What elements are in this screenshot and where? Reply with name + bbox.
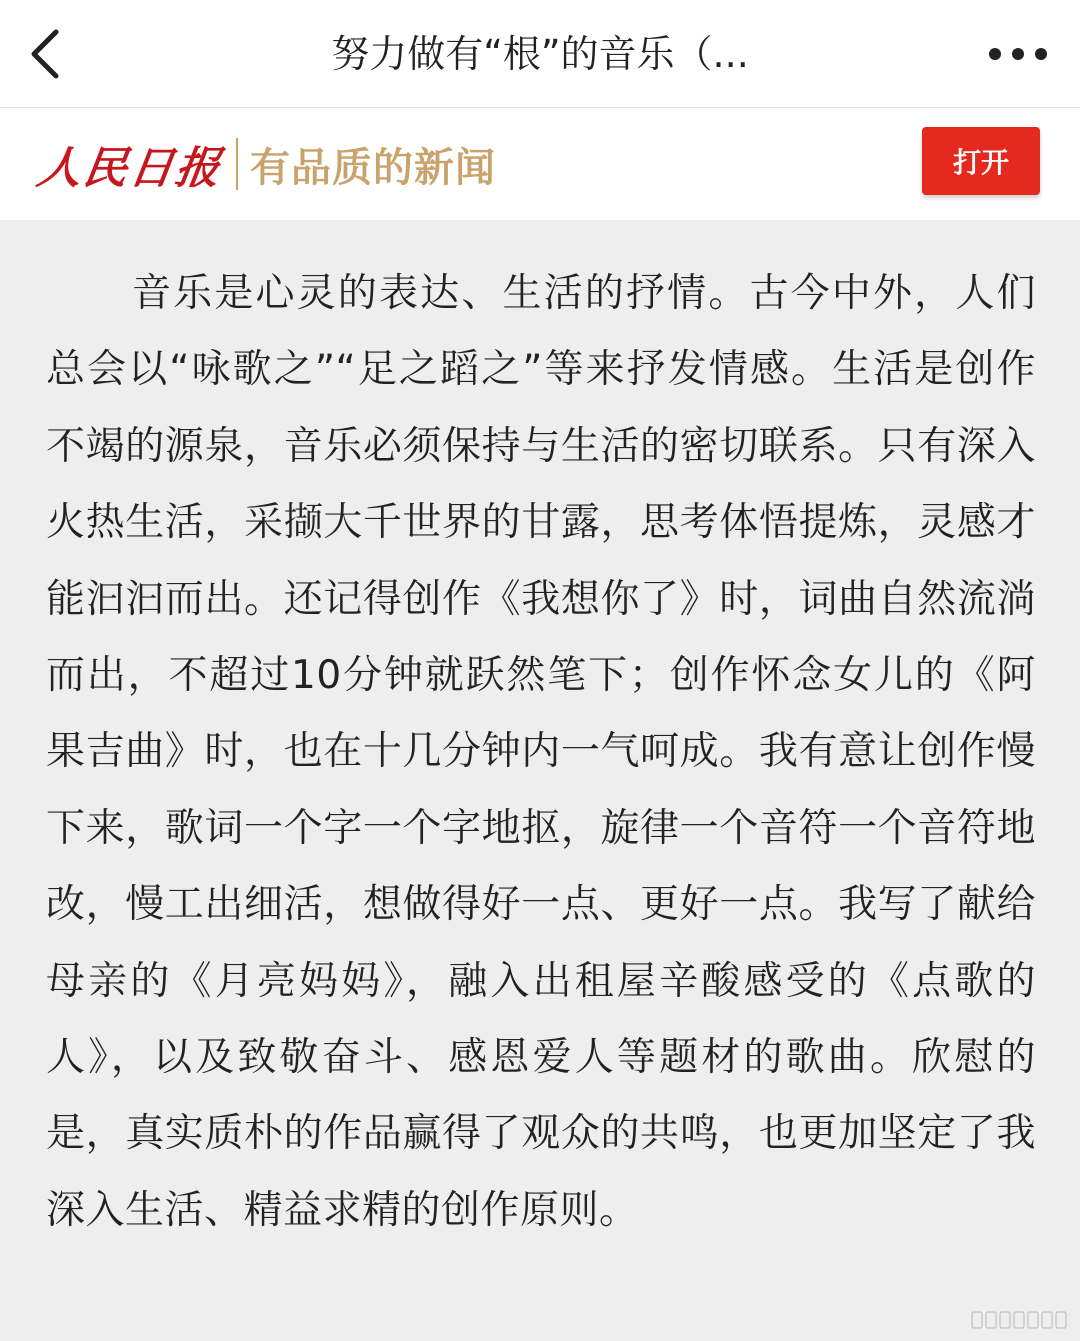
back-button[interactable] bbox=[22, 22, 82, 86]
more-horizontal-icon bbox=[986, 42, 1050, 66]
article-body bbox=[0, 220, 1080, 1341]
logo-divider bbox=[236, 138, 238, 190]
open-app-button[interactable]: 打开 bbox=[922, 127, 1040, 195]
watermark-dots bbox=[970, 1309, 1070, 1331]
more-options-button[interactable] bbox=[986, 42, 1050, 66]
logo-slogan: 有品质的新闻 bbox=[250, 144, 496, 191]
top-navigation-bar bbox=[0, 0, 1080, 108]
app-promo-banner bbox=[0, 108, 1080, 220]
logo-wordmark: 人民日报 bbox=[33, 143, 225, 194]
article-paragraph: 音乐是心灵的表达、生活的抒情。古今中外，人们总会以“咏歌之”“足之蹈之”等来抒发情感。生活是创作不竭的源泉，音乐必须保持与生活的密切联系。只有深入火热生活，采撷大千世界的甘露，思考体悟提炼，灵感才能汩汩而出。还记得创作《我想你了》时，词曲自然流淌而出，不超过10分钟就跃然笔下；创作怀念女儿的《阿果吉曲》时，也在十几分钟内一气呵成。我有意让创作慢下来，歌词一个字一个字地抠，旋律一个音符一个音符地改，慢工出细活，想做得好一点、更好一点。我写了献给母亲的《月亮妈妈》，融入出租屋辛酸感受的《点歌的人》，以及致敬奋斗、感恩爱人等题材的歌曲。欣慰的是，真实质朴的作品赢得了观众的共鸣，也更加坚定了我深入生活、精益求精的创作原则。 bbox=[46, 271, 1036, 1233]
peoples-daily-logo bbox=[33, 130, 496, 198]
page-title: 努力做有“根”的音乐（... bbox=[331, 32, 749, 76]
chevron-left-icon bbox=[22, 22, 82, 86]
